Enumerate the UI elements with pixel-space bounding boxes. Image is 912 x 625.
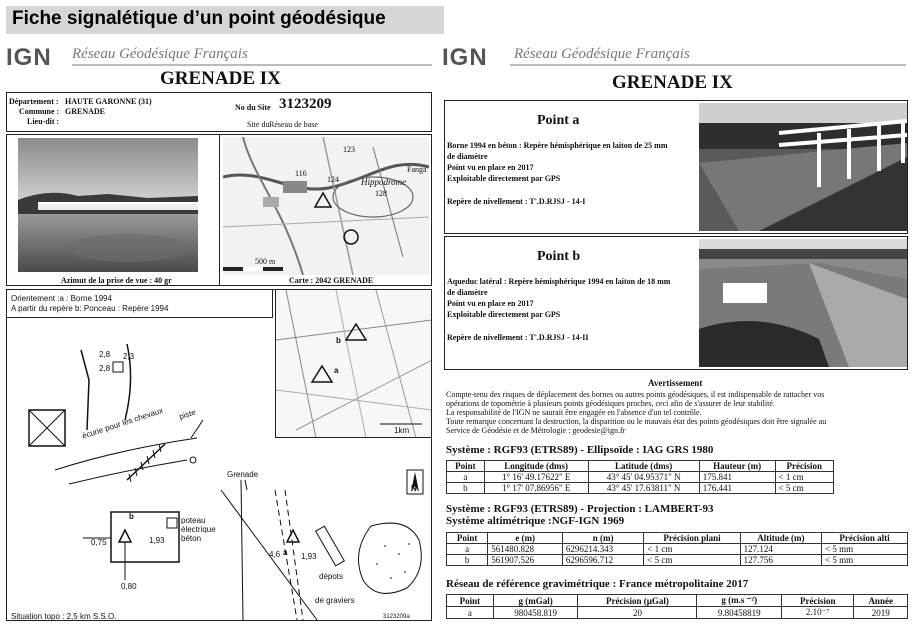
map-caption: Carte : 2042 GRENADE bbox=[289, 276, 374, 285]
map-label-116: 116 bbox=[295, 169, 307, 178]
warning-title: Avertissement bbox=[648, 378, 703, 388]
sketch-point-a: a bbox=[283, 548, 288, 557]
map-label-hippodrome: Hippodrome bbox=[361, 177, 407, 187]
site-name-right: GRENADE IX bbox=[612, 72, 733, 93]
point-b-levelling: Repère de nivellement : T'.D.RJSJ - 14-II bbox=[447, 333, 589, 342]
table-cell: 561480.828 bbox=[488, 544, 563, 555]
table-cell: 20 bbox=[578, 607, 697, 619]
network-name-right: Réseau Géodésique Français bbox=[514, 46, 690, 62]
orientation-a: Orientement :a : Borne 1994 bbox=[11, 294, 112, 303]
table-cell: b bbox=[447, 555, 488, 566]
lieudit-label: Lieu-dit : bbox=[27, 117, 60, 126]
table-cell: < 5 mm bbox=[822, 555, 908, 566]
site-photo bbox=[18, 138, 198, 272]
site-number: 3123209 bbox=[279, 96, 332, 112]
point-a-title: Point a bbox=[537, 113, 580, 128]
point-a-card bbox=[444, 100, 908, 234]
column-header: Point bbox=[447, 595, 494, 607]
table-cell: 1° 17' 07.86956" E bbox=[484, 483, 588, 494]
table-cell: 6296214.343 bbox=[562, 544, 643, 555]
orientation-b: A partir du repère b: Ponceau : Repère 1994 bbox=[11, 304, 169, 313]
table-header-row bbox=[447, 533, 908, 544]
table-cell: 980458.819 bbox=[493, 607, 578, 619]
map-label-123: 123 bbox=[343, 145, 355, 154]
column-header: Hauteur (m) bbox=[699, 461, 775, 472]
departement-value: HAUTE GARONNE (31) bbox=[65, 97, 152, 106]
table3-title: Réseau de référence gravimétrique : France métropolitaine 2017 bbox=[446, 578, 749, 590]
gravimetric-table bbox=[446, 594, 908, 619]
site-sketch-box bbox=[6, 289, 432, 621]
column-header: g (mGal) bbox=[493, 595, 578, 607]
table-cell: 561907.526 bbox=[488, 555, 563, 566]
site-info-box bbox=[6, 92, 432, 132]
table-cell: 127.124 bbox=[740, 544, 821, 555]
table-cell: 127.756 bbox=[740, 555, 821, 566]
table-cell: < 5 mm bbox=[822, 544, 908, 555]
column-header: Année bbox=[854, 595, 908, 607]
site-number-label: No du Site bbox=[235, 103, 271, 112]
column-header: Longitude (dms) bbox=[484, 461, 588, 472]
gravel-label: de graviers bbox=[315, 596, 355, 605]
inset-scale: 1km bbox=[394, 426, 410, 435]
inset-point-a: a bbox=[334, 366, 339, 375]
departement-label: Département : bbox=[9, 97, 59, 106]
header-rule bbox=[72, 64, 432, 66]
column-header: Point bbox=[447, 533, 488, 544]
site-du-label: Site du bbox=[247, 120, 270, 129]
column-header: Latitude (dms) bbox=[588, 461, 699, 472]
table-header-row bbox=[447, 595, 908, 607]
point-b-photo bbox=[699, 239, 907, 367]
measure-1: 0,75 bbox=[91, 538, 107, 547]
north-label: N bbox=[411, 484, 417, 493]
site-du-value: Réseau de base bbox=[269, 120, 318, 129]
table1-title: Système : RGF93 (ETRS89) - Ellipsoïde : IAG GRS 1980 bbox=[446, 444, 714, 456]
track-label: piste bbox=[178, 407, 197, 422]
table-cell: 2019 bbox=[854, 607, 908, 619]
column-header: g (m.s ⁻²) bbox=[697, 595, 782, 607]
point-a-status: Point vu en place en 2017 bbox=[447, 163, 534, 172]
map-label-124: 124 bbox=[327, 175, 339, 184]
table-cell: < 5 cm bbox=[775, 483, 834, 494]
table-cell: 1° 16' 49.17622" E bbox=[484, 472, 588, 483]
table-cell: 2.10⁻⁷ bbox=[782, 607, 854, 619]
direction-grenade: Grenade bbox=[227, 470, 259, 479]
point-a-desc-1: Borne 1994 en béton : Repère hémisphérique en laiton de 25 mm bbox=[447, 141, 668, 150]
pole-label: poteau électrique béton bbox=[181, 516, 216, 543]
column-header: Altitude (m) bbox=[740, 533, 821, 544]
table-row bbox=[447, 555, 908, 566]
distance-d1: 2,8 bbox=[99, 350, 111, 359]
table-header-row bbox=[447, 461, 834, 472]
table-cell: 43° 45' 17.63811" N bbox=[588, 483, 699, 494]
point-b-desc-1: Aqueduc latéral : Repère hémisphérique 1994 en laiton de 18 mm bbox=[447, 277, 671, 286]
table-cell: a bbox=[447, 472, 485, 483]
geographic-coordinates-table bbox=[446, 460, 834, 494]
measure-5: 1,93 bbox=[301, 552, 317, 561]
deposit-label: dépots bbox=[319, 572, 344, 581]
point-a-gps: Exploitable directement par GPS bbox=[447, 174, 561, 183]
inset-point-b: b bbox=[336, 336, 341, 345]
warning-line-2: opérations de topométrie à plusieurs points géodésiques proches, ceci afin de s'assurer de leur stabilité. bbox=[446, 399, 775, 408]
table-row bbox=[447, 472, 834, 483]
table-cell: a bbox=[447, 544, 488, 555]
ign-logo-right: IGN bbox=[442, 44, 488, 71]
table-row bbox=[447, 607, 908, 619]
page-title: Fiche signalétique d’un point géodésique bbox=[12, 8, 386, 29]
table-cell: 6296596.712 bbox=[562, 555, 643, 566]
column-header: Précision alti bbox=[822, 533, 908, 544]
location-map bbox=[223, 137, 429, 275]
photo-caption: Azimut de la prise de vue : 40 gr bbox=[61, 276, 172, 285]
table-cell: 176.441 bbox=[699, 483, 775, 494]
point-a-photo bbox=[699, 103, 907, 231]
sketch-ref: 3123209a bbox=[383, 614, 410, 620]
column-header: Précision (µGal) bbox=[578, 595, 697, 607]
page-header bbox=[6, 6, 444, 34]
column-header: Précision bbox=[775, 461, 834, 472]
table-cell: 9.80458819 bbox=[697, 607, 782, 619]
warning-line-4: Toute remarque concernant la destruction, la disparition ou le mauvais état des points géodésiques doit être signalée au bbox=[446, 417, 827, 426]
measure-4: 4,6 bbox=[269, 550, 281, 559]
measure-3: 0,80 bbox=[121, 582, 137, 591]
table-row bbox=[447, 483, 834, 494]
table-row bbox=[447, 544, 908, 555]
point-b-title: Point b bbox=[537, 249, 581, 264]
site-sketch-drawing bbox=[7, 320, 431, 620]
warning-line-5: Service de Géodésie et de Métrologie : geodesie@ign.fr bbox=[446, 426, 626, 435]
table-cell: < 1 cm bbox=[644, 544, 740, 555]
column-header: e (m) bbox=[488, 533, 563, 544]
commune-value: GRENADE bbox=[65, 107, 106, 116]
point-b-gps: Exploitable directement par GPS bbox=[447, 310, 561, 319]
header-rule-right bbox=[510, 64, 906, 66]
table-cell: 175.841 bbox=[699, 472, 775, 483]
warning-line-3: La responsabilité de l'IGN ne saurait être engagée en l'absence d'un tel contrôle. bbox=[446, 408, 702, 417]
table-cell: < 5 cm bbox=[644, 555, 740, 566]
map-scale: 500 m bbox=[255, 257, 276, 266]
point-b-card bbox=[444, 236, 908, 370]
map-label-128: 128 bbox=[375, 189, 387, 198]
photo-map-box bbox=[6, 134, 432, 286]
point-b-desc-2: de diamètre bbox=[447, 288, 488, 297]
distance-d3: 2,8 bbox=[99, 364, 111, 373]
point-a-levelling: Repère de nivellement : T'.D.RJSJ - 14-I bbox=[447, 197, 586, 206]
stable-label: écurie pour les chevaux bbox=[81, 405, 165, 441]
situation-label: Situation topo : 2,5 km S.S.O. bbox=[11, 612, 117, 621]
measure-2: 1,93 bbox=[149, 536, 165, 545]
column-header: Précision bbox=[782, 595, 854, 607]
table-cell: b bbox=[447, 483, 485, 494]
site-name: GRENADE IX bbox=[160, 68, 281, 89]
column-header: Précision plani bbox=[644, 533, 740, 544]
distance-d2: 2,3 bbox=[123, 352, 135, 361]
projected-coordinates-table bbox=[446, 532, 908, 566]
warning-line-1: Compte-tenu des risques de déplacement des bornes ou autres points géodésiques, il est indispensable de rattacher vos bbox=[446, 390, 825, 399]
ign-logo: IGN bbox=[6, 44, 52, 71]
table-cell: < 1 cm bbox=[775, 472, 834, 483]
map-label-fanga: Fanga bbox=[407, 165, 427, 174]
column-header: n (m) bbox=[562, 533, 643, 544]
network-name: Réseau Géodésique Français bbox=[72, 46, 248, 62]
table-cell: a bbox=[447, 607, 494, 619]
column-header: Point bbox=[447, 461, 485, 472]
point-a-desc-2: de diamètre bbox=[447, 152, 488, 161]
table2-title: Système : RGF93 (ETRS89) - Projection : LAMBERT-93 bbox=[446, 503, 714, 515]
sketch-point-b: b bbox=[129, 512, 134, 521]
table2-subtitle: Système altimétrique :NGF-IGN 1969 bbox=[446, 515, 625, 527]
point-b-status: Point vu en place en 2017 bbox=[447, 299, 534, 308]
commune-label: Commune : bbox=[19, 107, 60, 116]
table-cell: 43° 45' 04.95371" N bbox=[588, 472, 699, 483]
